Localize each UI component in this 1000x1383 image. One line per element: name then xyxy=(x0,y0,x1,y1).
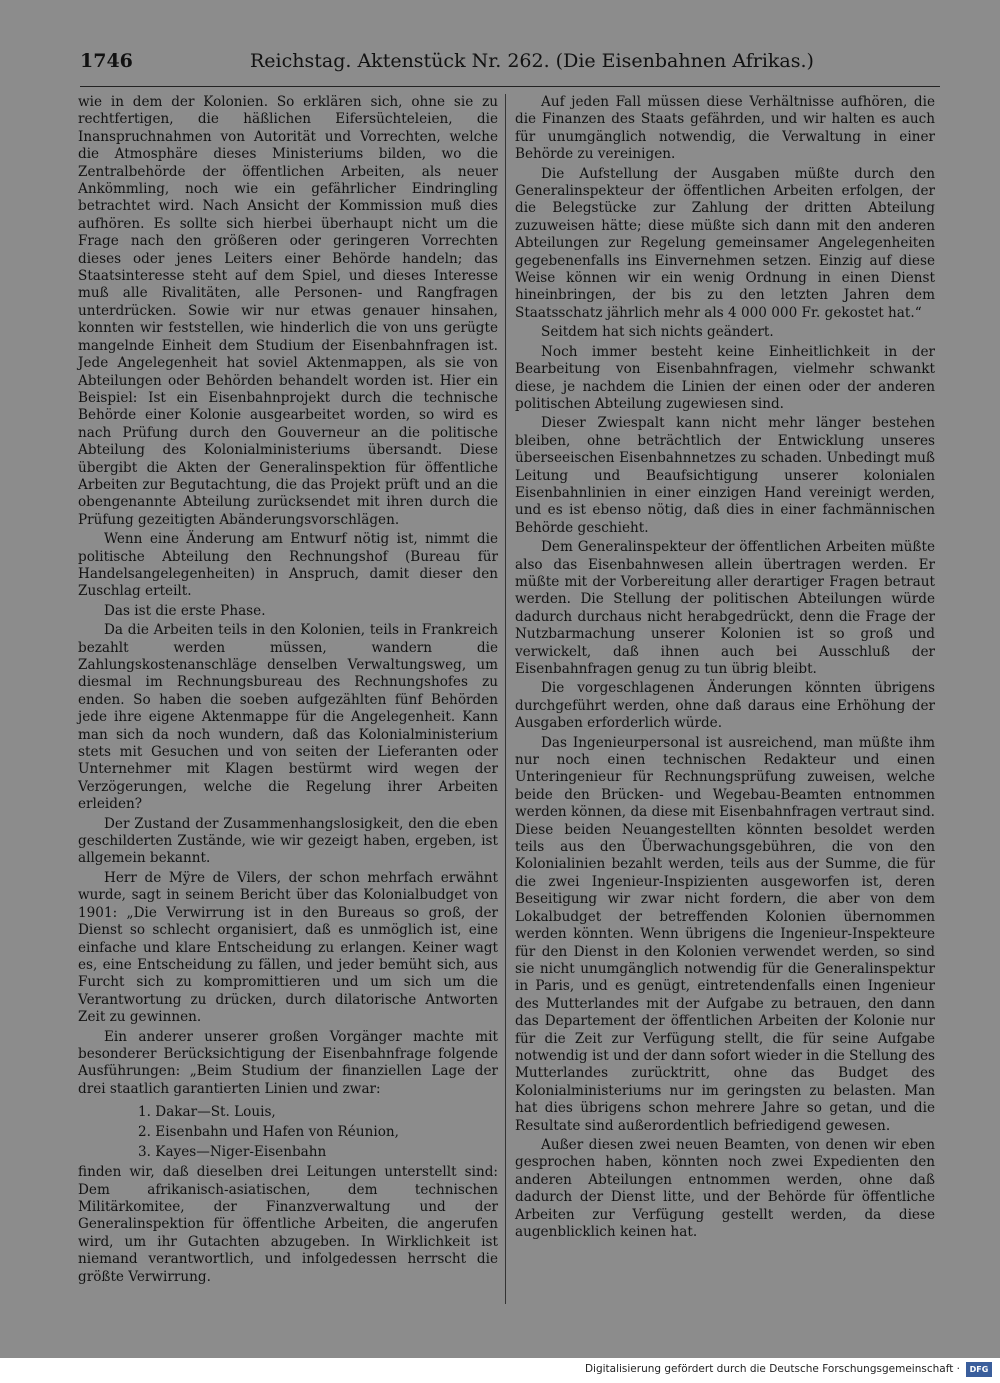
paragraph: Noch immer besteht keine Einheitlichkeit in der Bearbeitung von Eisenbahnfragen, vielmehr schwankt diese, je nachdem die Linien der einen oder der anderen politischen Abteilung zugewiesen sind. xyxy=(515,343,935,412)
paragraph: Das Ingenieurpersonal ist ausreichend, man müßte ihm nur noch einen technischen Redakteur und einen Unteringenieur für Rechnungsprüfung zuweisen, welche beide den Brücken- und Wegebau-Beamten entnommen werden können, da diese mit Eisenbahnfragen vertraut sind. Diese beiden Neuangestellten könnten besoldet werden teils aus den Überwachungsgebühren, die von den Kolonialinien bezahlt werden, teils aus der Summe, die für die zwei Ingenieur-Inspizienten ausgeworfen ist, deren Beseitigung wir zwar nicht fordern, die aber von dem Lokalbudget der betreffenden Kolonien übernommen werden könnten. Wenn übrigens die Ingenieur-Inspekteure für den Dienst in den Kolonien verwendet werden, so sind sie nicht unumgänglich notwendig für die Generalinspektur in Paris, und es genügt, eintretendenfalls einen Ingenieur des Mutterlandes mit der Aufgabe zu betrauen, den dann das Departement der öffentlichen Arbeiten der Kolonie nur für die Zeit zur Verfügung stellt, die für seine Aufgabe notwendig ist und der dann sofort wieder in die Stellung des Mutterlandes zurücktritt, ohne das Budget des Kolonialministeriums nur im geringsten zu belasten. Man hat dies übrigens schon mehrere Jahre so getan, und die Resultate sind außerordentlich befriedigend gewesen. xyxy=(515,734,935,1134)
paragraph: Dieser Zwiespalt kann nicht mehr länger bestehen bleiben, ohne beträchtlich der Entwicklung unseres überseeischen Eisenbahnnetzes zu schaden. Unbedingt muß Leitung und Beaufsichtigung unserer kolonialen Eisenbahnlinien in einer einzigen Hand vereinigt werden, und es ist ebenso nötig, daß dies in einer fachmännischen Behörde geschieht. xyxy=(515,415,935,536)
paragraph: Da die Arbeiten teils in den Kolonien, teils in Frankreich bezahlt werden müssen, wandern die Zahlungskostenanschläge denselben Verwaltungsweg, um diesmal im Rechnungsbureau des Rechnungshofes zu enden. So haben die soeben aufgezählten fünf Behörden jede ihre eigene Aktenmappe für die Angelegenheit. Kann man sich da noch wundern, daß das Kolonialministerium stets mit Gesuchen und von seiten der Lieferanten oder Unternehmer mit Klagen bestürmt wird wegen der Verzögerungen, welche die Regelung ihrer Arbeiten erleiden? xyxy=(78,622,498,813)
railway-list xyxy=(138,1102,498,1162)
column-divider xyxy=(505,94,506,1304)
dfg-logo[interactable]: DFG xyxy=(966,1362,992,1377)
paragraph: wie in dem der Kolonien. So erklären sich, ohne sie zu rechtfertigen, die häßlichen Eifersüchteleien, die Inanspruchnahmen von Autorität und Vorrechten, welche die Atmosphäre dieses Ministeriums bilden, wo die Zentralbehörde der öffentlichen Arbeiten, als neuer Ankömmling, noch wie ein gefährlicher Eindringling betrachtet wird. Nach Ansicht der Kommission muß dies aufhören. Es sollte sich hierbei überhaupt nicht um die Frage nach den größeren oder geringeren Vorrechten dieses oder jenes Leiters einer Behörde handeln; das Staatsinteresse steht auf dem Spiel, und dieses Interesse muß alle Rivalitäten, alle Personen- und Rangfragen unterdrücken. Sowie wir nur etwas genauer hinsahen, konnten wir feststellen, wie hinderlich die von uns gerügte mangelnde Einheit dem Studium der Eisenbahnfragen ist. Jede Angelegenheit hat soviel Aktenmappen, als sie von Abteilungen oder Behörden behandelt worden ist. Hier ein Beispiel: Ist ein Eisenbahnprojekt durch die technische Behörde einer Kolonie ausgearbeitet worden, so wird es nach Prüfung durch den Gouverneur an die politische Abteilung des Kolonialministeriums übersandt. Diese übergibt die Akten der Generalinspektion für öffentliche Arbeiten zur Begutachtung, die das Projekt prüft und an die obengenannte Abteilung zurücksendet mit ihren durch die Prüfung gezeitigten Abänderungsvorschlägen. xyxy=(78,94,498,528)
paragraph: Außer diesen zwei neuen Beamten, von denen wir eben gesprochen haben, könnten noch zwei Expedienten den anderen Abteilungen entnommen werden, ohne daß dadurch der Dienst litte, und der Behörde für öffentliche Arbeiten zur Verfügung gestellt werden, da diese augenblicklich keinen hat. xyxy=(515,1136,935,1240)
paragraph: Dem Generalinspekteur der öffentlichen Arbeiten müßte also das Eisenbahnwesen allein übertragen werden. Er müßte mit der Vorbereitung aller derartiger Fragen betraut werden. Die Stellung der politischen Abteilungen würde dadurch durchaus nicht herabgedrückt, denn die Frage der Nutzbarmachung unserer Kolonien ist so groß und verwickelt, daß ihnen auch bei Ausschluß der Eisenbahnfragen genug zu tun übrig bleibt. xyxy=(515,539,935,677)
footer-bar xyxy=(0,1358,1000,1383)
left-column xyxy=(78,94,498,1288)
paragraph: Seitdem hat sich nichts geändert. xyxy=(541,324,774,341)
paragraph: Die Aufstellung der Ausgaben müßte durch den Generalinspekteur der öffentlichen Arbeiten erfolgen, der die Belegstücke zur Zahlung der dritten Abteilung zuzuweisen hätte; diese müßte sich dann mit den anderen Abteilungen zur Regelung gemeinsamer Angelegenheiten gegebenenfalls ins Einvernehmen setzen. Einzig auf diese Weise können wir ein wenig Ordnung in einen Dienst hineinbringen, der bis zu den letzten Jahren dem Staatsschatz jährlich mehr als 4 000 000 Fr. gekostet hat.“ xyxy=(515,165,935,321)
running-title: Reichstag. Aktenstück Nr. 262. (Die Eisenbahnen Afrikas.) xyxy=(250,50,814,72)
paragraph: finden wir, daß dieselben drei Leitungen unterstellt sind: Dem afrikanisch-asiatischen, dem technischen Militärkomitee, der Finanzverwaltung und der Generalinspektion für öffentliche Arbeiten, die angerufen wird, um ihr Gutachten abzugeben. In Wirklichkeit ist niemand verantwortlich, und infolgedessen herrscht die größte Verwirrung. xyxy=(78,1164,498,1285)
funding-credit: Digitalisierung gefördert durch die Deutsche Forschungsgemeinschaft · xyxy=(584,1363,960,1375)
paragraph: Herr de Mÿre de Vilers, der schon mehrfach erwähnt wurde, sagt in seinem Bericht über das Kolonialbudget von 1901: „Die Verwirrung ist in den Bureaus so groß, der Dienst so schlecht organisiert, daß es unmöglich ist, eine einfache und klare Entscheidung zu erlangen. Keiner wagt es, eine Entscheidung zu fällen, und jeder bemüht sich, aus Furcht sich zu kompromittieren und um sich um die Verantwortung zu drücken, durch dilatorische Antworten Zeit zu gewinnen. xyxy=(78,869,498,1026)
paragraph: Der Zustand der Zusammenhangslosigkeit, den die eben geschilderten Zustände, wie wir gezeigt haben, ergeben, ist allgemein bekannt. xyxy=(78,815,498,867)
right-column xyxy=(515,94,935,1243)
paragraph: Die vorgeschlagenen Änderungen könnten übrigens durchgeführt werden, ohne daß daraus eine Erhöhung der Ausgaben erforderlich würde. xyxy=(515,680,935,732)
page-header xyxy=(80,46,940,87)
list-item: 1. Dakar—St. Louis, xyxy=(138,1104,276,1121)
paragraph: Auf jeden Fall müssen diese Verhältnisse aufhören, die die Finanzen des Staats gefährden, und wir halten es auch für unumgänglich notwendig, die Verwaltung in einer Behörde zu vereinigen. xyxy=(515,94,935,163)
list-item: 2. Eisenbahn und Hafen von Réunion, xyxy=(138,1124,399,1141)
page-number: 1746 xyxy=(80,50,133,72)
list-item: 3. Kayes—Niger-Eisenbahn xyxy=(138,1144,327,1161)
paragraph: Wenn eine Änderung am Entwurf nötig ist, nimmt die politische Abteilung den Rechnungshof (Bureau für Handelsangelegenheiten) in Anspruch, damit dieser den Zuschlag erteilt. xyxy=(78,531,498,600)
paragraph: Ein anderer unserer großen Vorgänger machte mit besonderer Berücksichtigung der Eisenbahnfrage folgende Ausführungen: „Beim Studium der finanziellen Lage der drei staatlich garantierten Linien und zwar: xyxy=(78,1028,498,1097)
paragraph: Das ist die erste Phase. xyxy=(104,602,266,619)
